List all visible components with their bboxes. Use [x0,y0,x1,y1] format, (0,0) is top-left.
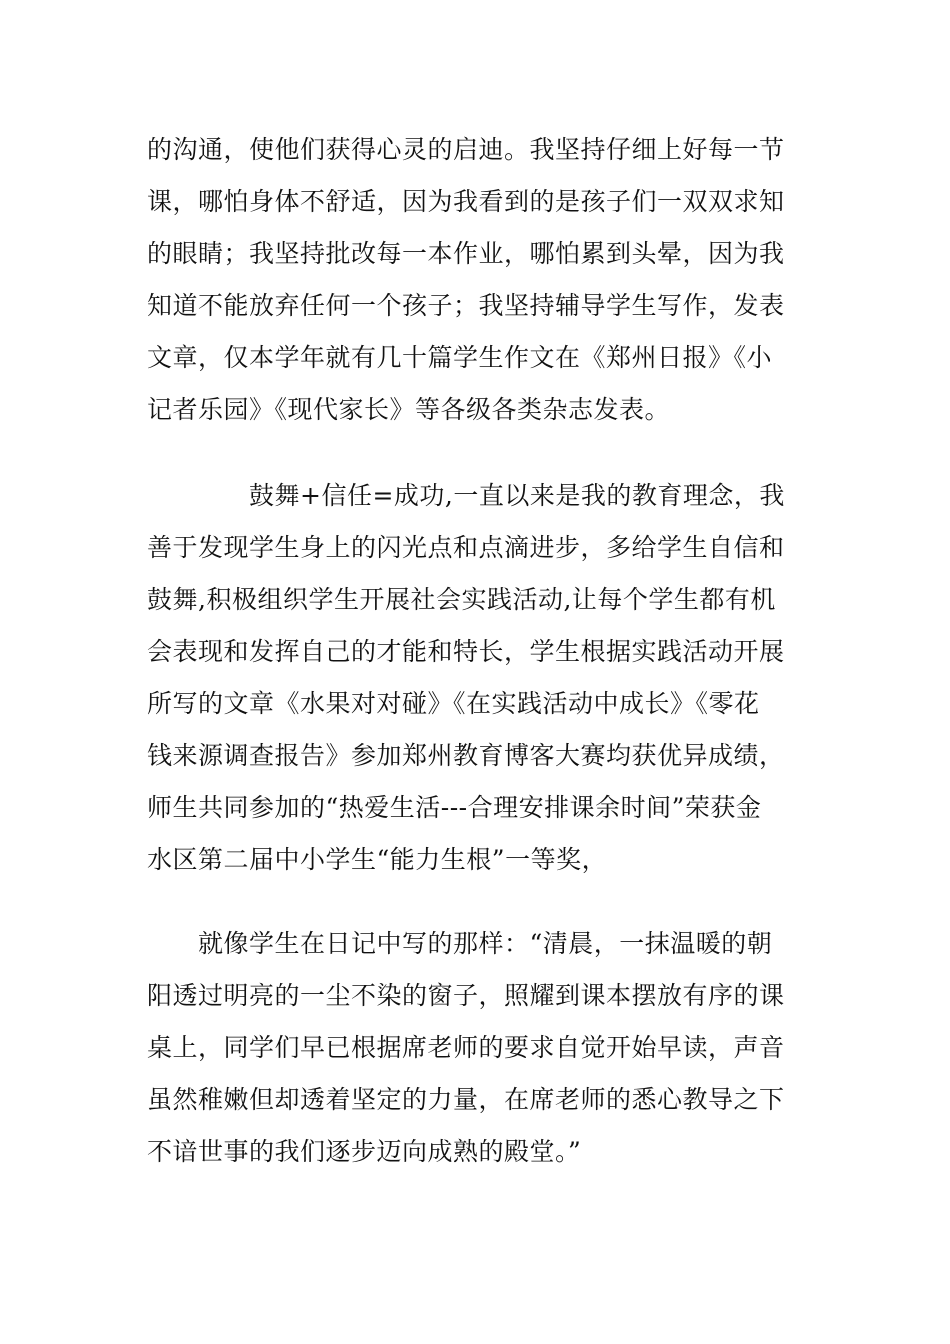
text-line: 师生共同参加的“热爱生活---合理安排课余时间”荣获金 [147,793,762,822]
text-line: 阳透过明亮的一尘不染的窗子，照耀到课本摆放有序的课 [147,981,785,1010]
text-line: 就像学生在日记中写的那样：“清晨，一抹温暖的朝 [147,929,773,958]
text-line: 文章，仅本学年就有几十篇学生作文在《郑州日报》《小 [147,343,773,372]
text-line: 鼓舞,积极组织学生开展社会实践活动,让每个学生都有机 [147,585,776,614]
text-line: 水区第二届中小学生“能力生根”一等奖， [147,845,608,874]
text-line: 桌上，同学们早已根据席老师的要求自觉开始早读，声音 [147,1033,785,1062]
text-line: 会表现和发挥自己的才能和特长，学生根据实践活动开展 [147,637,785,666]
paragraph-encouragement [147,470,807,886]
text-line: 课，哪怕身体不舒适，因为我看到的是孩子们一双双求知 [147,187,785,216]
text-line: 钱来源调查报告》参加郑州教育博客大赛均获优异成绩， [147,741,785,770]
text-line: 知道不能放弃任何一个孩子；我坚持辅导学生写作，发表 [147,291,785,320]
text-line: 的眼睛；我坚持批改每一本作业，哪怕累到头晕，因为我 [147,239,785,268]
text-line: 所写的文章《水果对对碰》《在实践活动中成长》《零花 [147,689,760,718]
paragraph-diary-quote [147,918,807,1178]
text-line: 记者乐园》《现代家长》等各级各类杂志发表。 [147,395,671,424]
text-line: 的沟通，使他们获得心灵的启迪。我坚持仔细上好每一节 [147,135,785,164]
text-line: 鼓舞+信任=成功,一直以来是我的教育理念，我 [147,481,785,510]
paragraph-persistence [147,124,807,436]
text-line: 虽然稚嫩但却透着坚定的力量，在席老师的悉心教导之下 [147,1085,785,1114]
text-line: 善于发现学生身上的闪光点和点滴进步，多给学生自信和 [147,533,785,562]
text-line: 不谙世事的我们逐步迈向成熟的殿堂。” [147,1137,582,1166]
